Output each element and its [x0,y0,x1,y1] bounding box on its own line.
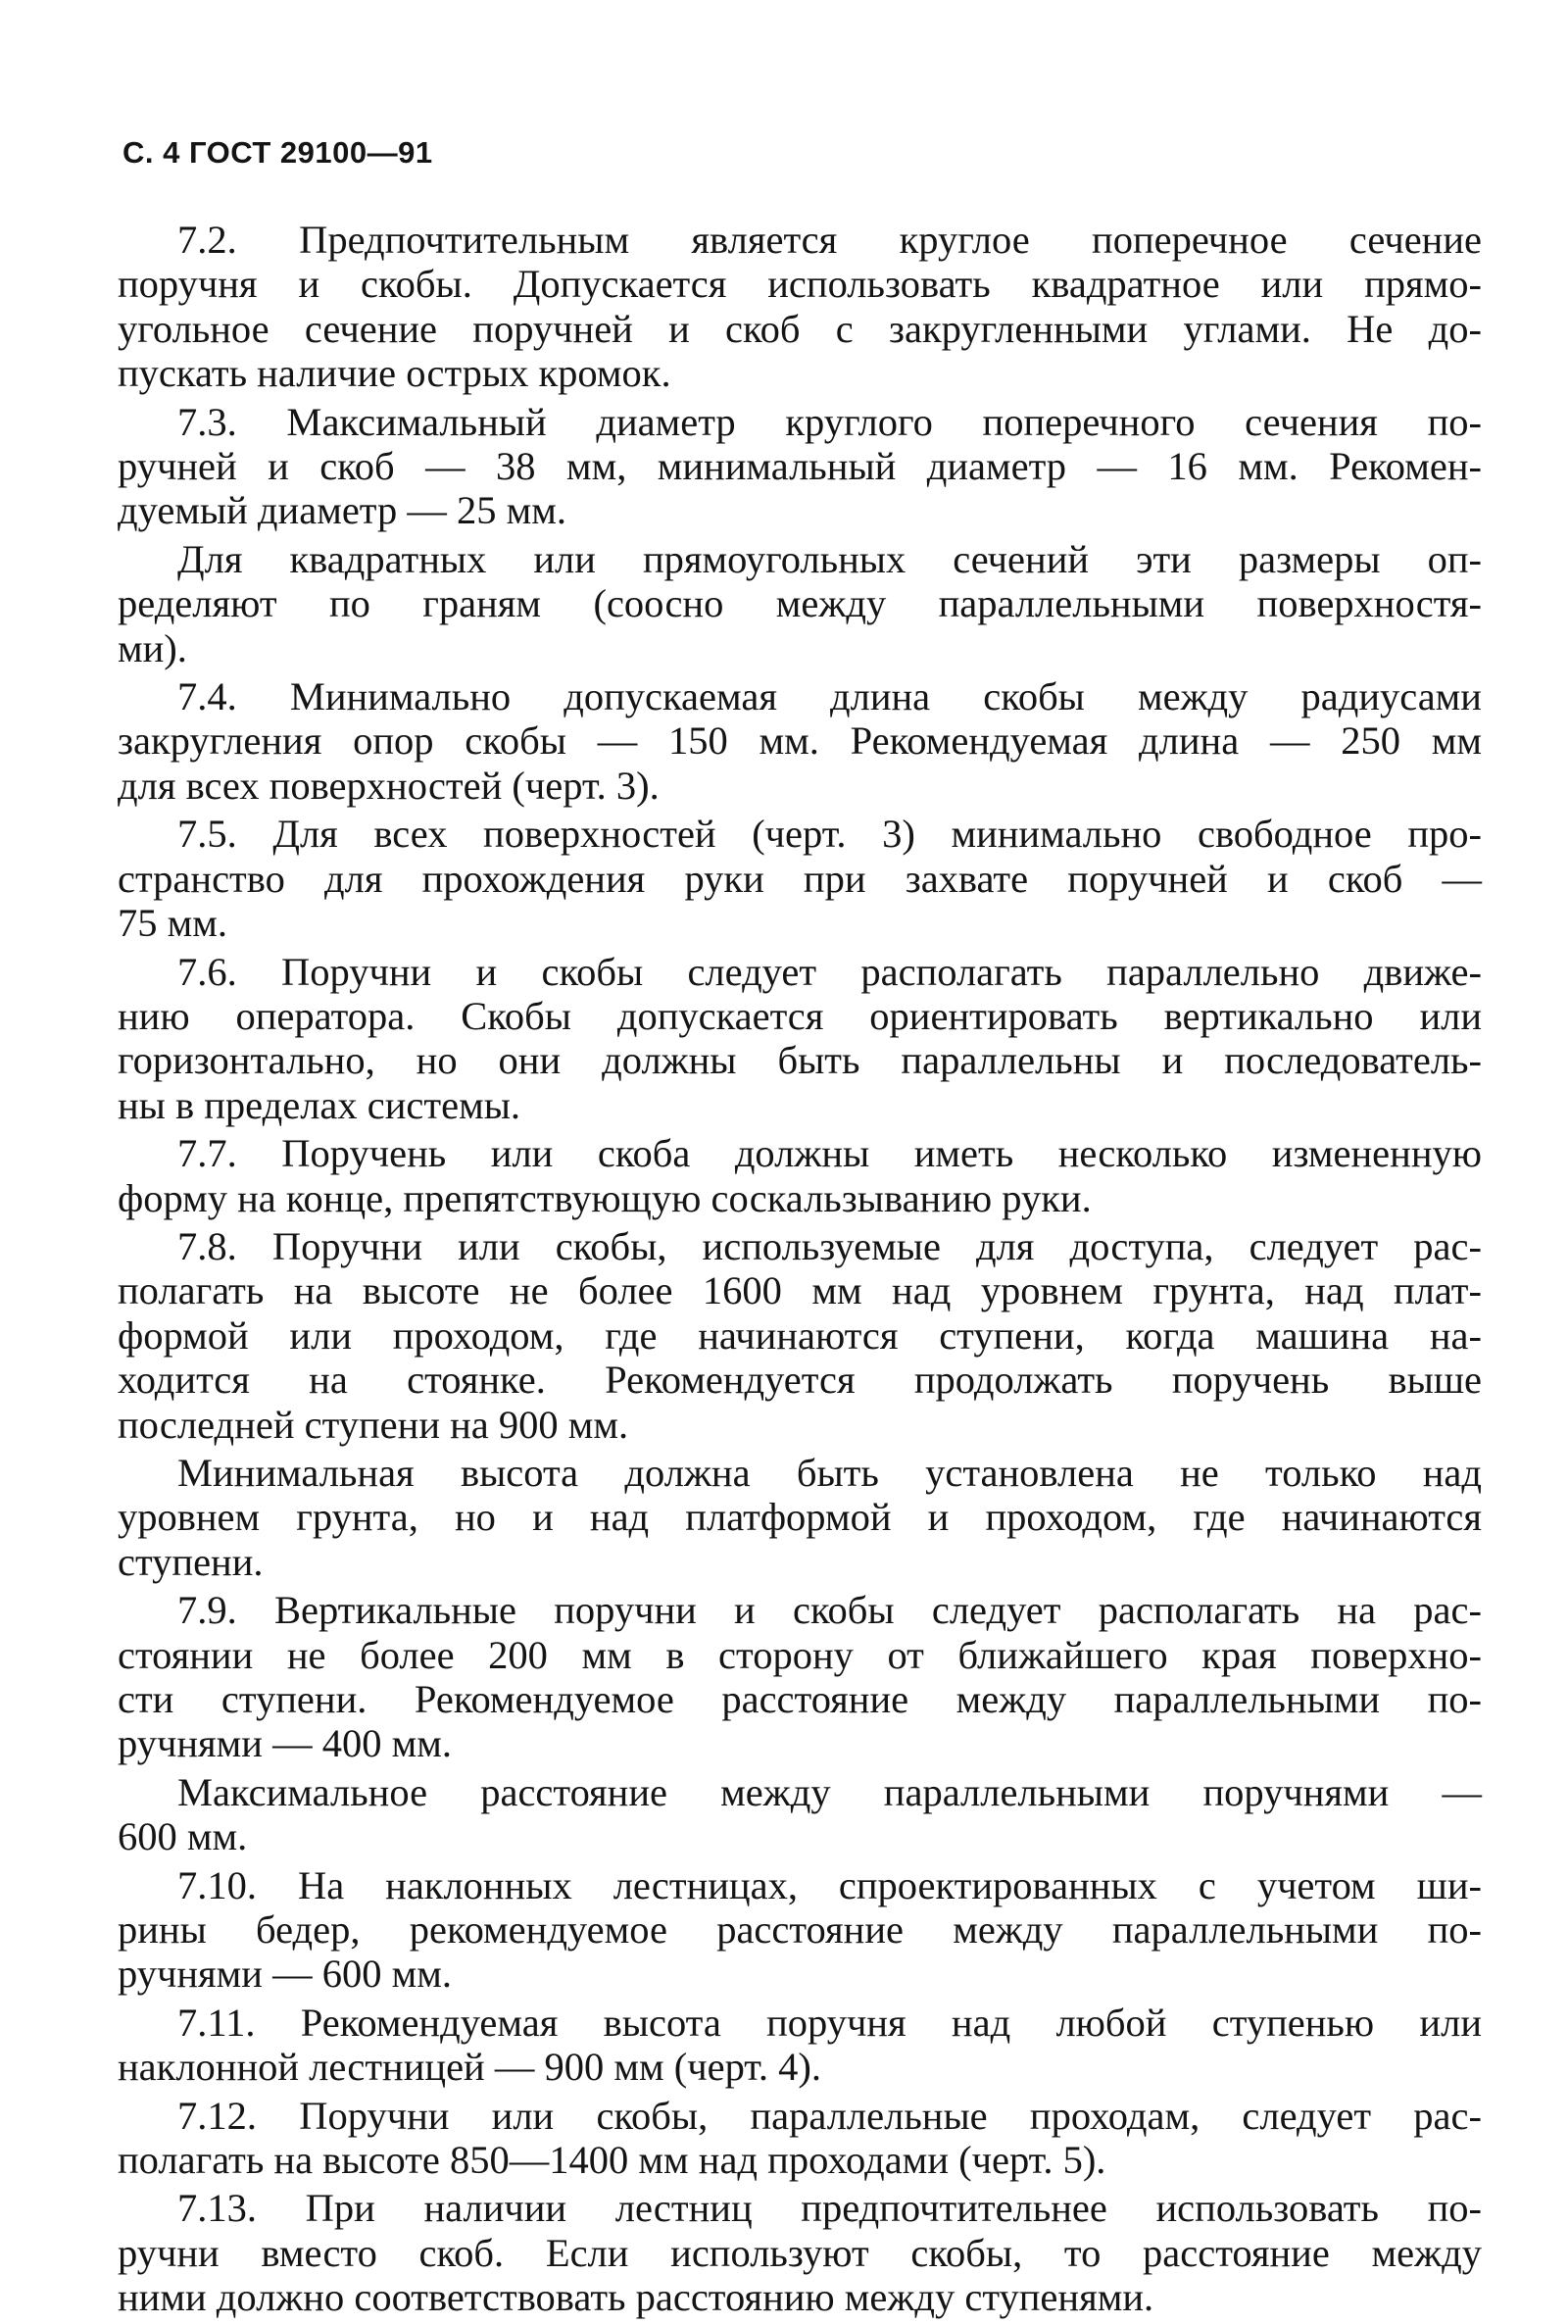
text-line: ручнями — 600 мм. [118,1952,452,1997]
text-line: горизонтально, но они должны быть параллельны и последователь- [118,1038,1482,1083]
paragraph [118,950,1482,1128]
text-line: дуемый диаметр — 25 мм. [118,488,566,533]
paragraph [118,1224,1482,1447]
text-line: угольное сечение поручней и скоб с закругленными углами. Не до- [118,306,1482,351]
paragraph [118,2186,1482,2319]
paragraph [118,218,1482,396]
text-line: поручня и скобы. Допускается использовать квадратное или прямо- [118,262,1482,307]
text-line: нию оператора. Скобы допускается ориентировать вертикально или [118,993,1482,1038]
paragraph [118,2001,1482,2090]
text-line: Минимальная высота должна быть установлена не только над [177,1450,1482,1495]
text-line: 7.6. Поручни и скобы следует располагать параллельно движе- [177,949,1482,994]
paragraph [118,1131,1482,1220]
text-line: закругления опор скобы — 150 мм. Рекомендуемая длина — 250 мм [118,718,1482,764]
text-line: 7.3. Максимальный диаметр круглого поперечного сечения по- [177,399,1482,444]
text-line: полагать на высоте не более 1600 мм над уровнем грунта, над плат- [118,1268,1482,1313]
text-line: ручней и скоб — 38 мм, минимальный диаметр — 16 мм. Рекомен- [118,444,1482,489]
paragraph [118,1863,1482,1997]
text-line: ми). [118,625,187,670]
paragraph [118,812,1482,945]
text-line: 7.12. Поручни или скобы, параллельные проходам, следует рас- [177,2093,1482,2138]
text-line: 7.5. Для всех поверхностей (черт. 3) минимально свободное про- [177,812,1482,857]
text-line: 7.9. Вертикальные поручни и скобы следует располагать на рас- [177,1588,1482,1633]
text-line: ны в пределах системы. [118,1082,521,1127]
text-line: 7.2. Предпочтительным является круглое поперечное сечение [177,218,1482,262]
text-line: ределяют по граням (соосно между параллельными поверхностя- [118,581,1482,626]
text-line: 7.8. Поручни или скобы, используемые для доступа, следует рас- [177,1223,1482,1268]
paragraph [118,1770,1482,1859]
text-line: 7.7. Поручень или скоба должны иметь несколько измененную [177,1131,1482,1176]
text-line: 7.13. При наличии лестниц предпочтительнее использовать по- [177,2186,1482,2231]
page-number: С. 4 [122,135,180,170]
page-header [122,135,433,171]
standard-number: ГОСТ 29100—91 [188,135,433,170]
paragraph [118,2094,1482,2183]
text-line: ручни вместо скоб. Если используют скобы, то расстояние между [118,2230,1482,2275]
text-line: 75 мм. [118,901,228,946]
text-line: последней ступени на 900 мм. [118,1402,629,1447]
text-line: стоянии не более 200 мм в сторону от ближайшего края поверхно- [118,1632,1482,1677]
text-line: ними должно соответствовать расстоянию между ступенями. [118,2275,1154,2320]
paragraph [118,674,1482,808]
text-line: формой или проходом, где начинаются ступени, когда машина на- [118,1312,1482,1358]
paragraph [118,1451,1482,1584]
paragraph [118,537,1482,670]
text-line: рины бедер, рекомендуемое расстояние между параллельными по- [118,1907,1482,1953]
text-line: для всех поверхностей (черт. 3). [118,763,660,808]
document-body [118,218,1482,2324]
text-line: 7.10. На наклонных лестницах, спроектированных с учетом ши- [177,1862,1482,1907]
text-line: 600 мм. [118,1814,248,1859]
text-line: ручнями — 400 мм. [118,1721,452,1766]
text-line: полагать на высоте 850—1400 мм над проходами (черт. 5). [118,2138,1106,2183]
text-line: форму на конце, препятствующую соскальзыванию руки. [118,1175,1092,1220]
paragraph [118,1588,1482,1766]
text-line: 7.11. Рекомендуемая высота поручня над любой ступенью или [177,2000,1482,2045]
text-line: уровнем грунта, но и над платформой и проходом, где начинаются [118,1495,1482,1540]
paragraph [118,400,1482,533]
text-line: Максимальное расстояние между параллельными поручнями — [177,1769,1482,1814]
text-line: ходится на стоянке. Рекомендуется продолжать поручень выше [118,1358,1482,1403]
text-line: 7.4. Минимально допускаемая длина скобы между радиусами [177,674,1482,719]
text-line: пускать наличие острых кромок. [118,351,671,396]
text-line: наклонной лестницей — 900 мм (черт. 4). [118,2045,822,2090]
text-line: странство для прохождения руки при захвате поручней и скоб — [118,856,1482,901]
text-line: Для квадратных или прямоугольных сечений эти размеры оп- [177,536,1482,581]
text-line: сти ступени. Рекомендуемое расстояние между параллельными по- [118,1677,1482,1721]
text-line: ступени. [118,1539,264,1584]
